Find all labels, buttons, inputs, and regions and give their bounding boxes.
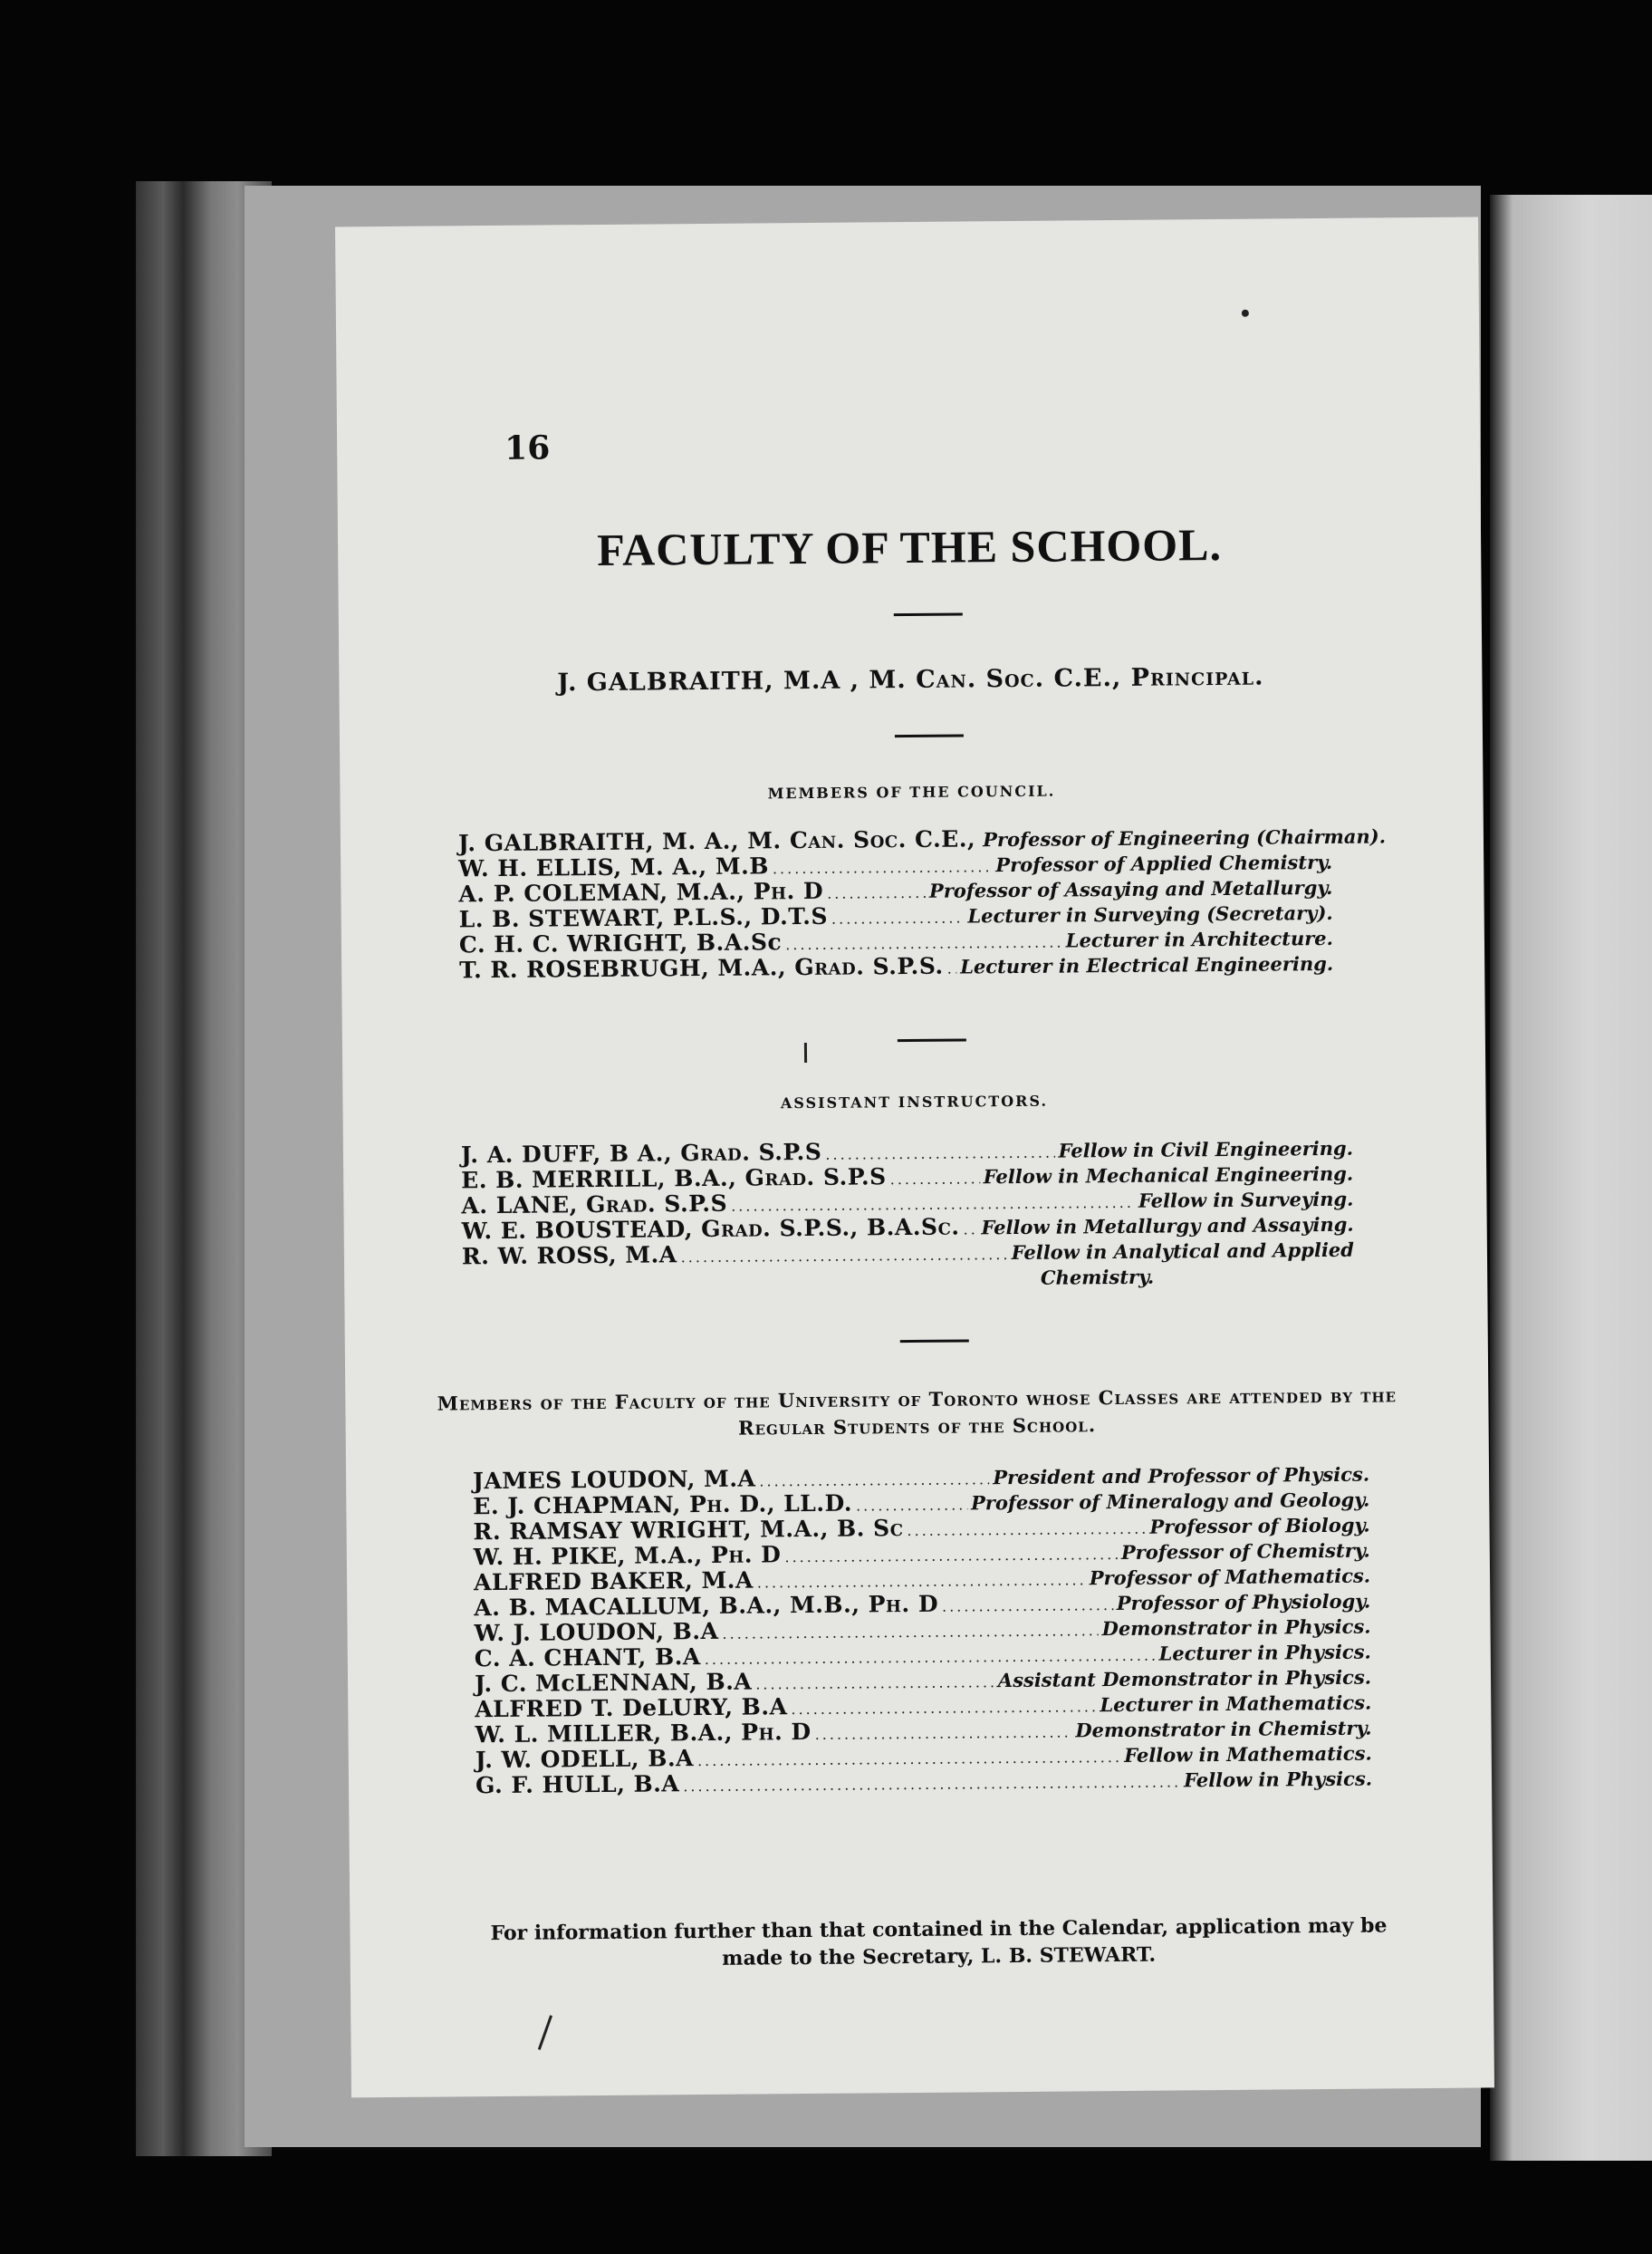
member-name-degree: Ph. D bbox=[753, 877, 824, 905]
member-role: Professor of Mathematics. bbox=[1089, 1564, 1371, 1590]
dot-leader bbox=[722, 1618, 1098, 1647]
page-title: FACULTY OF THE SCHOOL. bbox=[597, 518, 1223, 575]
member-name bbox=[462, 1242, 677, 1269]
ink-speck bbox=[1242, 310, 1249, 317]
member-role: Demonstrator in Chemistry. bbox=[1075, 1716, 1372, 1742]
member-name-main: C. H. C. WRIGHT, B.A.Sc bbox=[458, 929, 783, 958]
member-role: Lecturer in Physics. bbox=[1158, 1640, 1371, 1665]
member-role: Lecturer in Architecture. bbox=[1065, 926, 1334, 952]
dot-leader bbox=[791, 1694, 1096, 1722]
member-name-main: L. B. STEWART, P.L.S., D.T.S bbox=[458, 902, 829, 933]
member-role: Professor of Biology. bbox=[1149, 1513, 1370, 1538]
member-role: Professor of Engineering (Chairman). bbox=[983, 824, 1387, 852]
member-role: Lecturer in Electrical Engineering. bbox=[960, 951, 1334, 978]
principal-line bbox=[339, 660, 1482, 698]
member-name bbox=[458, 853, 769, 881]
member-name bbox=[474, 1568, 754, 1596]
member-role: Fellow in Metallurgy and Assaying. bbox=[981, 1212, 1354, 1239]
member-name-degree: Ph. D bbox=[710, 1541, 782, 1568]
member-role: Professor of Applied Chemistry. bbox=[995, 850, 1333, 877]
member-role: Lecturer in Surveying (Secretary). bbox=[967, 901, 1333, 928]
dot-leader bbox=[942, 1593, 1113, 1620]
member-role: President and Professor of Physics. bbox=[993, 1462, 1370, 1489]
member-name-main: ALFRED T. DeLURY, B.A bbox=[475, 1693, 788, 1723]
dot-leader bbox=[963, 1217, 977, 1242]
dot-leader bbox=[815, 1719, 1072, 1747]
member-name-main: W. H. PIKE, M.A., bbox=[473, 1541, 712, 1571]
assistants-list bbox=[461, 1135, 1354, 1296]
dot-leader bbox=[681, 1242, 1008, 1270]
member-name-main: ALFRED BAKER, M.A bbox=[473, 1566, 754, 1596]
member-name bbox=[475, 1644, 701, 1671]
university-list bbox=[473, 1461, 1372, 1799]
member-name-main: A. P. COLEMAN, M.A., bbox=[458, 878, 754, 908]
member-name-degree: Ph. D bbox=[741, 1718, 812, 1746]
member-name-degree: Grad. S.P.S bbox=[585, 1190, 728, 1219]
member-role: Fellow in Civil Engineering. bbox=[1058, 1136, 1354, 1162]
member-role: Fellow in Surveying. bbox=[1138, 1187, 1354, 1212]
dot-leader bbox=[827, 881, 926, 907]
member-role: Professor of Chemistry. bbox=[1120, 1538, 1370, 1564]
dot-leader bbox=[755, 1670, 994, 1697]
member-role: Professor of Assaying and Metallurgy. bbox=[928, 875, 1333, 902]
member-role: Professor of Physiology. bbox=[1116, 1589, 1371, 1615]
member-name-main: A. B. MACALLUM, B.A., M.B., bbox=[474, 1591, 869, 1622]
council-list bbox=[457, 824, 1387, 984]
member-role: Assistant Demonstrator in Physics. bbox=[997, 1665, 1372, 1692]
dot-leader bbox=[683, 1769, 1180, 1799]
university-heading: Members of the Faculty of the University of Toronto whose Classes are attended by the Regular Students of the School. bbox=[437, 1383, 1397, 1440]
dot-leader bbox=[907, 1517, 1146, 1544]
dot-leader bbox=[947, 957, 957, 982]
assistants-heading: ASSISTANT INSTRUCTORS. bbox=[780, 1092, 1049, 1113]
dot-leader bbox=[890, 1166, 980, 1192]
member-name-main: J. C. McLENNAN, B.A bbox=[474, 1668, 753, 1698]
member-name-main: J. W. ODELL, B.A bbox=[475, 1745, 695, 1774]
member-name bbox=[459, 930, 782, 958]
member-name bbox=[475, 1670, 752, 1698]
council-heading: MEMBERS OF THE COUNCIL. bbox=[767, 782, 1056, 803]
member-name-main: J. A. DUFF, B A., bbox=[460, 1140, 681, 1169]
member-name-main: W. L. MILLER, B.A., bbox=[475, 1719, 742, 1748]
member-role: Lecturer in Mathematics. bbox=[1100, 1690, 1372, 1717]
member-name bbox=[474, 1542, 782, 1570]
member-name bbox=[462, 1215, 960, 1245]
member-name bbox=[473, 1516, 903, 1545]
footer-note: For information further than that contained in the Calendar, application may be made to the Secretary, L. B. STEWART. bbox=[490, 1913, 1388, 1970]
member-role: Demonstrator in Physics. bbox=[1101, 1614, 1371, 1641]
member-name bbox=[473, 1467, 755, 1495]
member-name-main: T. R. ROSEBRUGH, M.A., bbox=[459, 954, 795, 984]
member-name bbox=[461, 1164, 887, 1193]
dot-leader bbox=[831, 905, 965, 931]
member-name bbox=[475, 1694, 787, 1722]
page-number: 16 bbox=[504, 429, 551, 467]
divider-rule bbox=[895, 734, 964, 737]
member-role: Fellow in Physics. bbox=[1183, 1767, 1373, 1792]
member-name bbox=[458, 826, 975, 856]
facing-page bbox=[1490, 195, 1652, 2161]
member-role: Fellow in Mechanical Engineering. bbox=[983, 1161, 1354, 1189]
member-role bbox=[1012, 1238, 1355, 1291]
member-name-main: R. W. ROSS, M.A bbox=[461, 1241, 677, 1270]
member-name-degree: Ph. D bbox=[868, 1590, 939, 1618]
member-name-main: W. E. BOUSTEAD, bbox=[461, 1216, 702, 1245]
roster-entry bbox=[462, 1237, 1354, 1296]
member-name-degree: Ph. D., LL.D. bbox=[688, 1489, 853, 1518]
member-name-main: E. B. MERRILL, B.A., bbox=[461, 1164, 745, 1194]
member-name-degree: Can. Soc. C.E., bbox=[789, 825, 976, 854]
member-name-main: W. H. ELLIS, M. A., M.B bbox=[458, 852, 770, 882]
member-name-degree: Grad. S.P.S., B.A.Sc. bbox=[701, 1213, 960, 1243]
principal-title: Can. Soc. C.E., Principal. bbox=[916, 662, 1264, 694]
member-name-main: W. J. LOUDON, B.A bbox=[474, 1617, 719, 1647]
ink-stroke bbox=[804, 1043, 807, 1063]
dot-leader bbox=[697, 1745, 1120, 1774]
member-name-main: JAMES LOUDON, M.A bbox=[472, 1465, 756, 1495]
principal-name: J. GALBRAITH, M.A , M. bbox=[557, 665, 917, 698]
member-name-degree: Grad. S.P.S. bbox=[794, 952, 944, 981]
member-name-degree: Grad. S.P.S bbox=[680, 1138, 822, 1167]
member-name bbox=[474, 1619, 718, 1646]
member-role: Professor of Mineralogy and Geology. bbox=[970, 1488, 1370, 1515]
member-name-main: A. LANE, bbox=[461, 1191, 587, 1219]
member-name-degree: Grad. S.P.S bbox=[744, 1163, 887, 1191]
member-role-continuation: Chemistry. bbox=[1040, 1265, 1155, 1289]
divider-rule bbox=[894, 612, 963, 616]
member-role-line: Fellow in Analytical and Applied bbox=[1011, 1238, 1355, 1265]
member-name bbox=[475, 1719, 811, 1748]
divider-rule bbox=[898, 1038, 966, 1042]
member-name-main: C. A. CHANT, B.A bbox=[474, 1643, 701, 1672]
member-name-main: G. F. HULL, B.A bbox=[475, 1770, 680, 1799]
member-name-main: R. RAMSAY WRIGHT, M.A., B. bbox=[473, 1515, 874, 1546]
dot-leader bbox=[784, 1542, 1118, 1570]
ink-stroke bbox=[538, 2015, 552, 2050]
member-name-main: J. GALBRAITH, M. A., M. bbox=[457, 827, 791, 857]
member-name bbox=[475, 1771, 679, 1798]
member-name bbox=[461, 1191, 727, 1219]
member-name bbox=[475, 1746, 694, 1773]
member-name bbox=[474, 1592, 938, 1621]
divider-rule bbox=[900, 1339, 969, 1343]
roster-entry bbox=[459, 950, 1333, 983]
member-name-main: E. J. CHAPMAN, bbox=[473, 1491, 690, 1520]
member-name-degree: Sc bbox=[872, 1515, 904, 1542]
member-name bbox=[459, 954, 944, 984]
member-role: Fellow in Mathematics. bbox=[1124, 1741, 1372, 1767]
document-page bbox=[335, 217, 1494, 2097]
